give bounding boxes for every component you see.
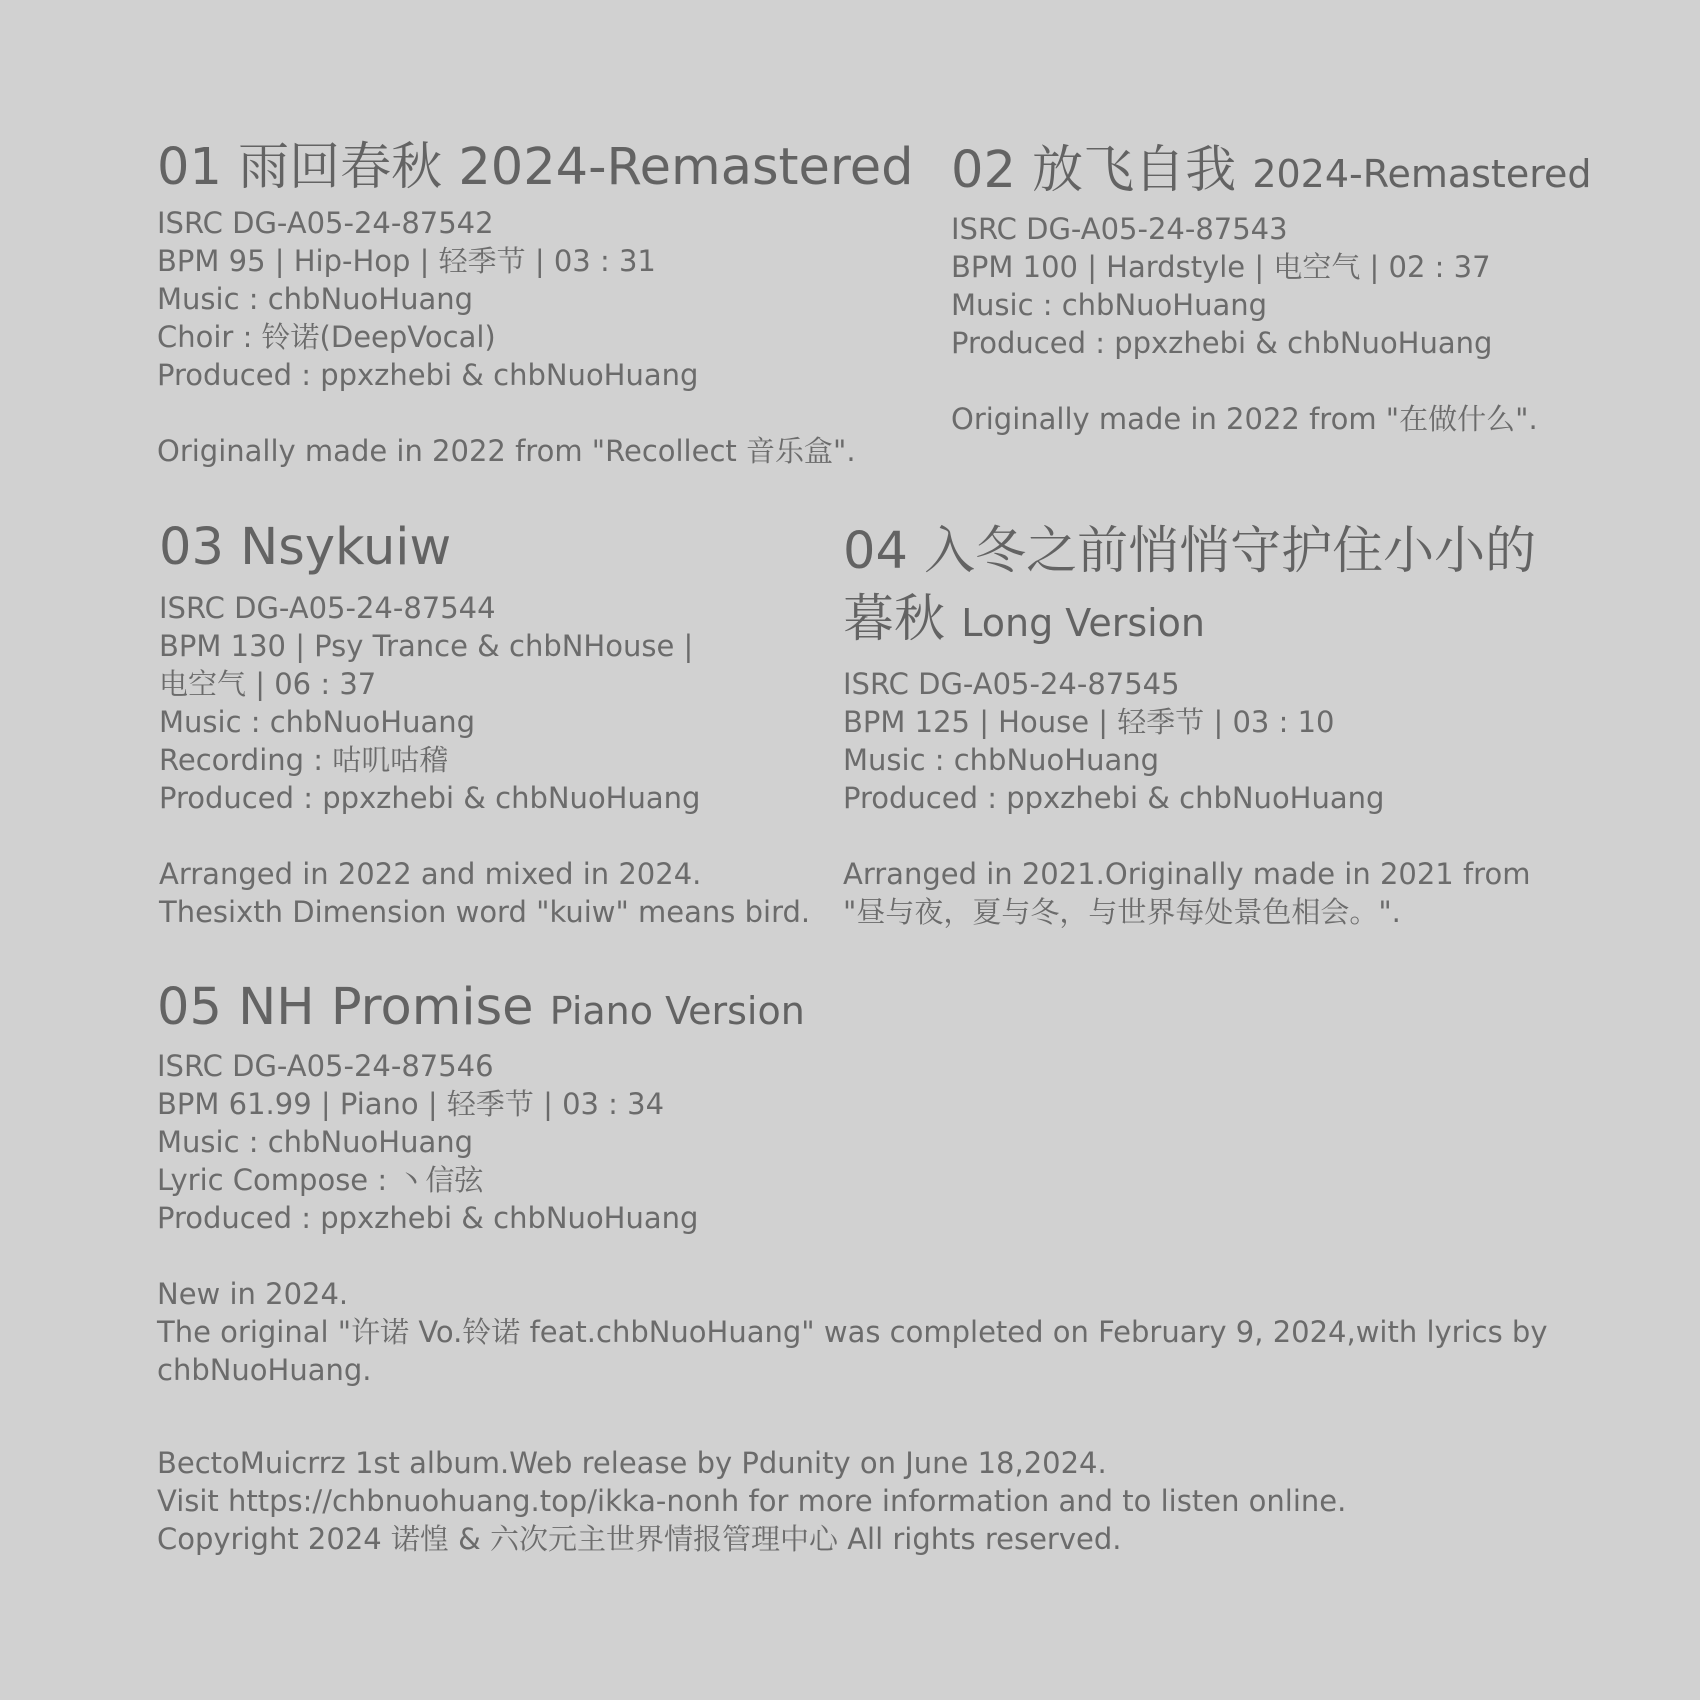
track-title [843, 518, 1563, 657]
track-title-text: 03 Nsykuiw [159, 518, 452, 577]
spacer [159, 817, 799, 855]
credit-produced: Produced : ppxzhebi & chbNuoHuang [843, 781, 1385, 815]
track-note: Originally made in 2022 from "在做什么". [951, 402, 1538, 436]
credit-produced: Produced : ppxzhebi & chbNuoHuang [159, 781, 701, 815]
spacer [157, 394, 897, 432]
track-03 [159, 515, 811, 931]
track-04 [843, 518, 1563, 931]
track-info: BPM 100 | Hardstyle | 电空气 | 02 : 37 [951, 250, 1491, 284]
credit-music: Music : chbNuoHuang [157, 1125, 474, 1159]
track-info: BPM 61.99 | Piano | 轻季节 | 03 : 34 [157, 1087, 665, 1121]
isrc: ISRC DG-A05-24-87544 [159, 591, 496, 625]
credit-music: Music : chbNuoHuang [843, 743, 1160, 777]
credit-produced: Produced : ppxzhebi & chbNuoHuang [951, 326, 1493, 360]
credit-produced: Produced : ppxzhebi & chbNuoHuang [157, 1201, 699, 1235]
isrc: ISRC DG-A05-24-87542 [157, 206, 494, 240]
track-title-text: 05 NH Promise [157, 978, 534, 1037]
track-info: BPM 125 | House | 轻季节 | 03 : 10 [843, 705, 1335, 739]
track-02 [951, 138, 1591, 438]
track-note: Originally made in 2022 from "Recollect 音乐盒". [157, 434, 856, 468]
track-title [159, 515, 799, 581]
track-meta [951, 210, 1591, 438]
credit-music: Music : chbNuoHuang [951, 288, 1268, 322]
track-05 [157, 975, 1597, 1389]
track-meta [157, 1047, 1597, 1389]
track-title-text: 01 雨回春秋 2024-Remastered [157, 138, 914, 197]
track-note: Arranged in 2022 and mixed in 2024. [159, 857, 702, 891]
isrc: ISRC DG-A05-24-87545 [843, 667, 1180, 701]
track-title-text: 04 入冬之前悄悄守护住小小的暮秋 [843, 522, 1537, 649]
track-title [157, 135, 914, 201]
track-info-continued: 电空气 | 06 : 37 [159, 667, 377, 701]
album-footer [157, 1444, 1597, 1558]
track-subtitle: Piano Version [549, 989, 805, 1033]
credit-music: Music : chbNuoHuang [159, 705, 476, 739]
track-meta [843, 665, 1563, 931]
track-meta [159, 589, 811, 931]
spacer [157, 1237, 1597, 1275]
track-note: Arranged in 2021.Originally made in 2021 from [843, 857, 1531, 891]
track-title [951, 138, 1591, 207]
track-01 [157, 135, 914, 470]
track-title-text: 02 放飞自我 [951, 141, 1237, 200]
track-note: chbNuoHuang. [157, 1353, 372, 1387]
credit-produced: Produced : ppxzhebi & chbNuoHuang [157, 358, 699, 392]
track-subtitle: 2024-Remastered [1252, 152, 1592, 196]
release-info: BectoMuicrrz 1st album.Web release by Pdunity on June 18,2024. [157, 1446, 1107, 1480]
track-info: BPM 130 | Psy Trance & chbNHouse | [159, 629, 694, 663]
copyright: Copyright 2024 诺惶 & 六次元主世界情报管理中心 All rights reserved. [157, 1522, 1122, 1556]
track-note: The original "许诺 Vo.铃诺 feat.chbNuoHuang" was completed on February 9, 2024,with lyrics by [157, 1315, 1548, 1349]
isrc: ISRC DG-A05-24-87543 [951, 212, 1288, 246]
track-note: "昼与夜，夏与冬，与世界每处景色相会。". [843, 895, 1401, 929]
track-title [157, 975, 1597, 1044]
track-meta [157, 204, 897, 470]
track-note: New in 2024. [157, 1277, 349, 1311]
track-note: Thesixth Dimension word "kuiw" means bird. [159, 895, 811, 929]
credit-music: Music : chbNuoHuang [157, 282, 474, 316]
spacer [843, 817, 1563, 855]
credit-recording: Recording : 咕叽咕稽 [159, 743, 449, 777]
track-subtitle: Long Version [961, 601, 1206, 645]
spacer [951, 362, 1591, 400]
credit-lyric: Lyric Compose : 丶信弦 [157, 1163, 484, 1197]
credit-choir: Choir : 铃诺(DeepVocal) [157, 320, 496, 354]
track-info: BPM 95 | Hip-Hop | 轻季节 | 03 : 31 [157, 244, 656, 278]
isrc: ISRC DG-A05-24-87546 [157, 1049, 494, 1083]
visit-link-text: Visit https://chbnuohuang.top/ikka-nonh for more information and to listen online. [157, 1484, 1347, 1518]
